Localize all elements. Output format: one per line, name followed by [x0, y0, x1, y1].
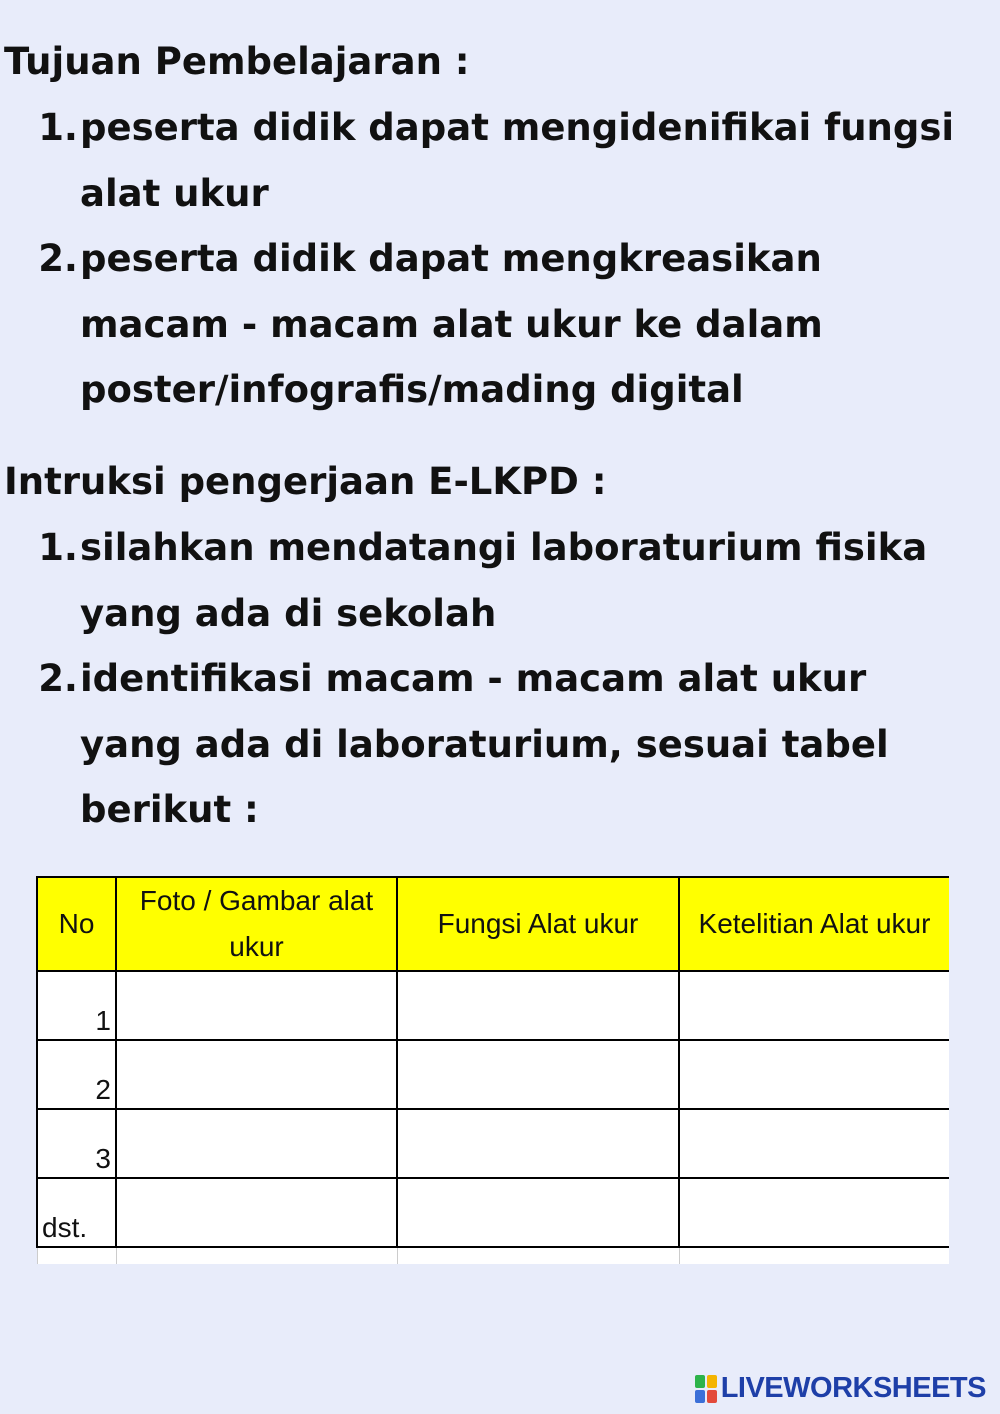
item-number: 2. — [38, 657, 78, 700]
item-text: identifikasi macam - macam alat ukur yang ada di laboraturium, sesuai tabel berikut : — [80, 657, 889, 831]
objectives-list — [0, 95, 960, 423]
table-row-partial — [37, 1247, 949, 1264]
photo-cell[interactable] — [116, 1178, 397, 1247]
instructions-heading: Intruksi pengerjaan E-LKPD : — [4, 460, 607, 503]
measurement-table — [36, 876, 949, 1264]
table-row — [37, 1178, 949, 1247]
item-text: peserta didik dapat mengidenifikai fungsi alat ukur — [80, 106, 955, 215]
header-function: Fungsi Alat ukur — [397, 877, 679, 971]
empty-cell — [116, 1247, 397, 1264]
function-cell[interactable] — [397, 1109, 679, 1178]
function-cell[interactable] — [397, 1040, 679, 1109]
item-number: 2. — [38, 237, 78, 280]
list-item — [0, 646, 960, 843]
measurement-table-container — [36, 876, 949, 1266]
list-item — [0, 515, 960, 646]
precision-cell[interactable] — [679, 971, 949, 1040]
photo-cell[interactable] — [116, 1109, 397, 1178]
empty-cell — [37, 1247, 116, 1264]
list-item — [0, 226, 960, 423]
item-text: silahkan mendatangi laboraturium fisika yang ada di sekolah — [80, 526, 928, 635]
item-number: 1. — [38, 106, 78, 149]
row-number: 3 — [37, 1109, 116, 1178]
row-number: 2 — [37, 1040, 116, 1109]
precision-cell[interactable] — [679, 1040, 949, 1109]
table-row — [37, 971, 949, 1040]
function-cell[interactable] — [397, 1178, 679, 1247]
liveworksheets-icon — [695, 1375, 717, 1403]
precision-cell[interactable] — [679, 1178, 949, 1247]
empty-cell — [679, 1247, 949, 1264]
function-cell[interactable] — [397, 971, 679, 1040]
table-header-row — [37, 877, 949, 971]
table-row — [37, 1109, 949, 1178]
liveworksheets-logo[interactable] — [695, 1372, 986, 1405]
empty-cell — [397, 1247, 679, 1264]
table-row — [37, 1040, 949, 1109]
photo-cell[interactable] — [116, 971, 397, 1040]
instructions-list — [0, 515, 960, 843]
row-number: dst. — [37, 1178, 116, 1247]
header-precision: Ketelitian Alat ukur — [679, 877, 949, 971]
objectives-heading: Tujuan Pembelajaran : — [4, 40, 470, 83]
item-text: peserta didik dapat mengkreasikan macam - macam alat ukur ke dalam poster/infografis/mading digital — [80, 237, 823, 411]
brand-name: LIVEWORKSHEETS — [720, 1372, 986, 1404]
precision-cell[interactable] — [679, 1109, 949, 1178]
item-number: 1. — [38, 526, 78, 569]
header-photo: Foto / Gambar alat ukur — [116, 877, 397, 971]
row-number: 1 — [37, 971, 116, 1040]
list-item — [0, 95, 960, 226]
photo-cell[interactable] — [116, 1040, 397, 1109]
header-no: No — [37, 877, 116, 971]
